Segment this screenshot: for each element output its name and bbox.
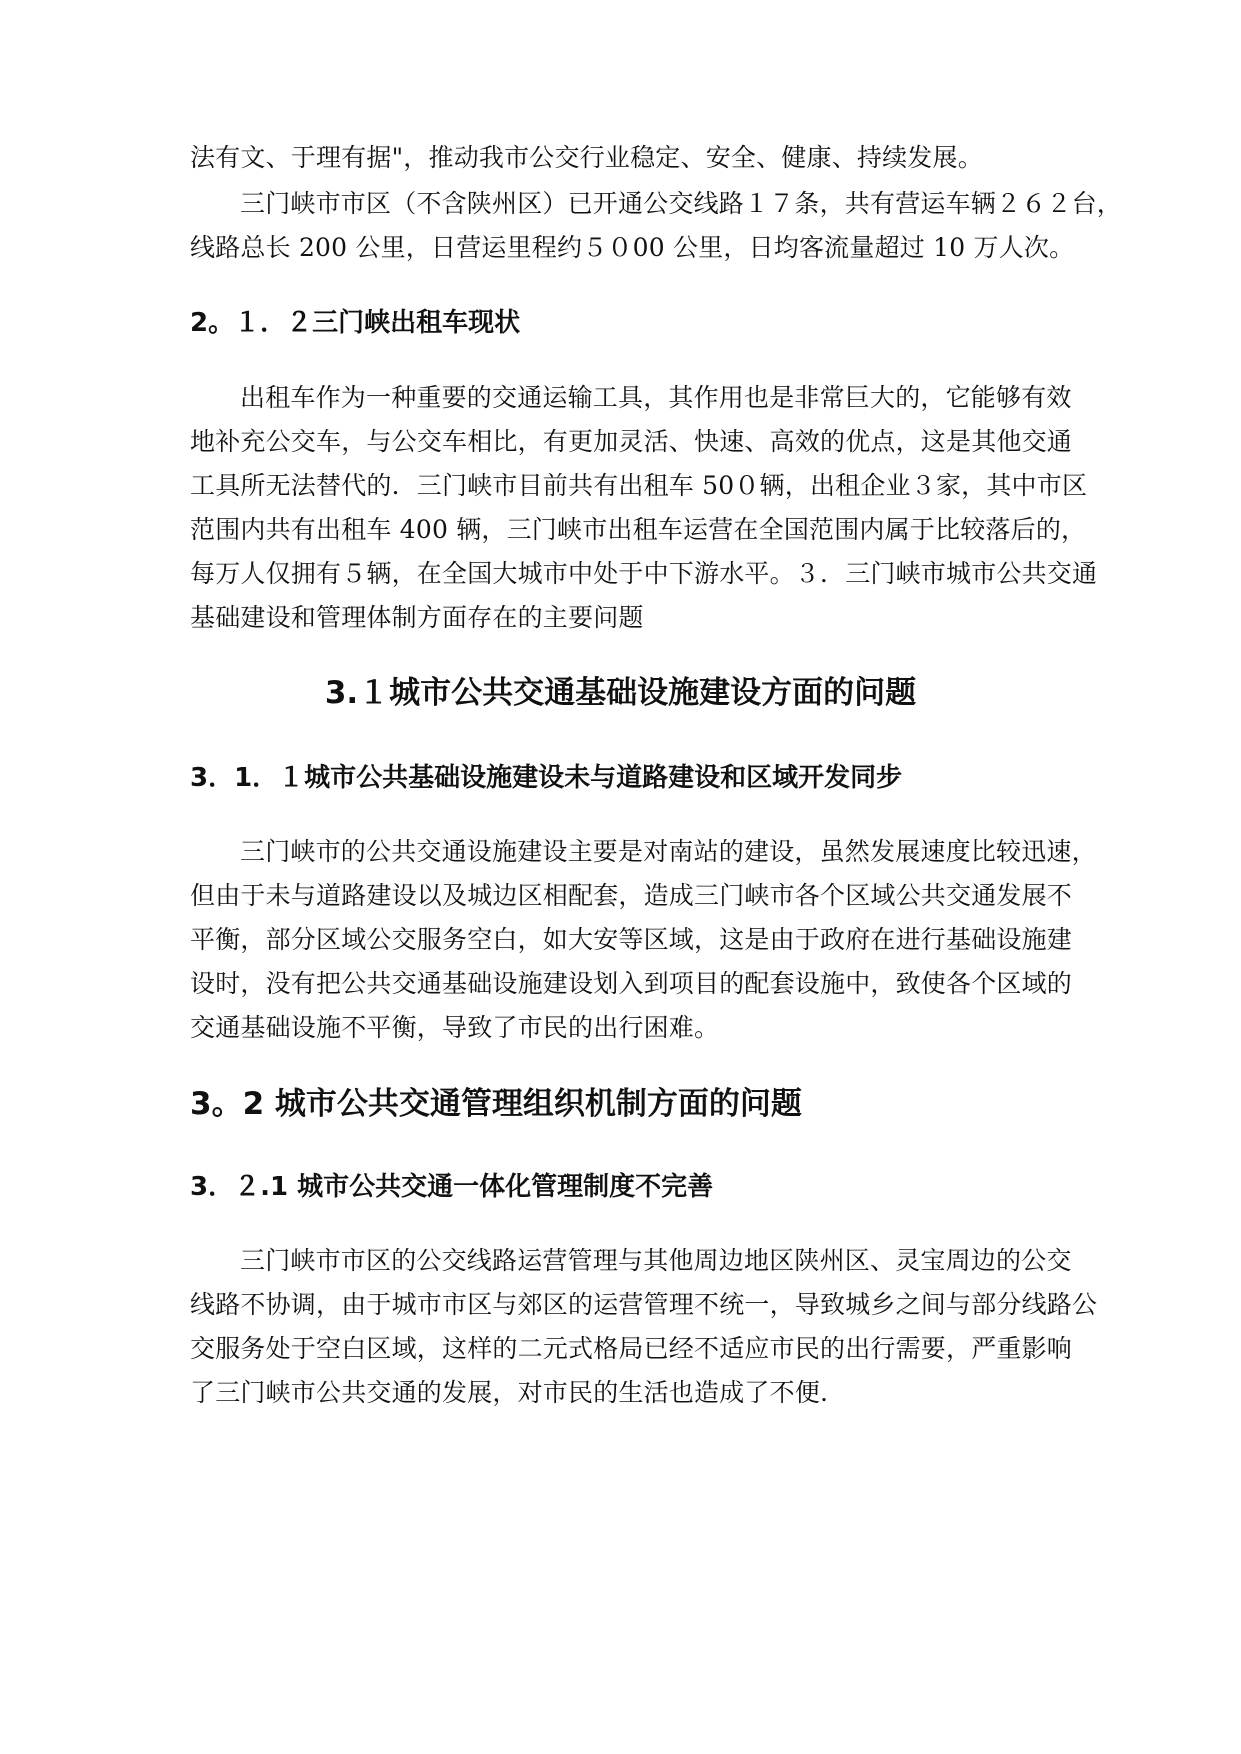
section-heading-3-1: 3.１城市公共交通基础设施建设方面的问题: [324, 675, 917, 711]
paragraph-line: 地补充公交车，与公交车相比，有更加灵活、快速、高效的优点，这是其他交通: [190, 427, 1073, 456]
paragraph-line: 三门峡市市区（不含陕州区）已开通公交线路１７条，共有营运车辆２６２台，: [240, 189, 1123, 218]
paragraph-line: 线路总长 200 公里，日营运里程约５０00 公里，日均客流量超过 10 万人次。: [190, 233, 1075, 262]
paragraph-line: 每万人仅拥有５辆，在全国大城市中处于中下游水平。３．三门峡市城市公共交通: [190, 559, 1098, 588]
paragraph-line: 了三门峡市公共交通的发展，对市民的生活也造成了不便.: [190, 1378, 829, 1407]
paragraph-line: 平衡，部分区域公交服务空白，如大安等区域，这是由于政府在进行基础设施建: [190, 925, 1073, 954]
paragraph-line: 范围内共有出租车 400 辆，三门峡市出租车运营在全国范围内属于比较落后的，: [190, 515, 1087, 544]
section-heading-3-1-1: 3．1．１城市公共基础设施建设未与道路建设和区域开发同步: [190, 763, 903, 793]
paragraph-line: 工具所无法替代的．三门峡市目前共有出租车 50０辆，出租企业３家，其中市区: [190, 471, 1088, 500]
paragraph-line: 基础建设和管理体制方面存在的主要问题: [190, 603, 644, 632]
paragraph-line: 交服务处于空白区域，这样的二元式格局已经不适应市民的出行需要，严重影响: [190, 1334, 1073, 1363]
section-heading-3-2-1: 3．２.1 城市公共交通一体化管理制度不完善: [190, 1172, 714, 1202]
paragraph-line: 三门峡市市区的公交线路运营管理与其他周边地区陕州区、灵宝周边的公交: [240, 1246, 1072, 1275]
paragraph-line: 法有文、于理有据"，推动我市公交行业稳定、安全、健康、持续发展。: [190, 143, 983, 172]
paragraph-line: 交通基础设施不平衡，导致了市民的出行困难。: [190, 1013, 720, 1042]
section-heading-3-2: 3。2 城市公共交通管理组织机制方面的问题: [190, 1086, 802, 1122]
paragraph-line: 设时，没有把公共交通基础设施建设划入到项目的配套设施中，致使各个区域的: [190, 969, 1073, 998]
paragraph-line: 线路不协调，由于城市市区与郊区的运营管理不统一，导致城乡之间与部分线路公: [190, 1290, 1098, 1319]
paragraph-line: 出租车作为一种重要的交通运输工具，其作用也是非常巨大的，它能够有效: [240, 383, 1072, 412]
section-heading-2-1-2: 2。１．２三门峡出租车现状: [190, 308, 521, 338]
paragraph-line: 三门峡市的公共交通设施建设主要是对南站的建设，虽然发展速度比较迅速，: [240, 837, 1097, 866]
paragraph-line: 但由于未与道路建设以及城边区相配套，造成三门峡市各个区域公共交通发展不: [190, 881, 1073, 910]
